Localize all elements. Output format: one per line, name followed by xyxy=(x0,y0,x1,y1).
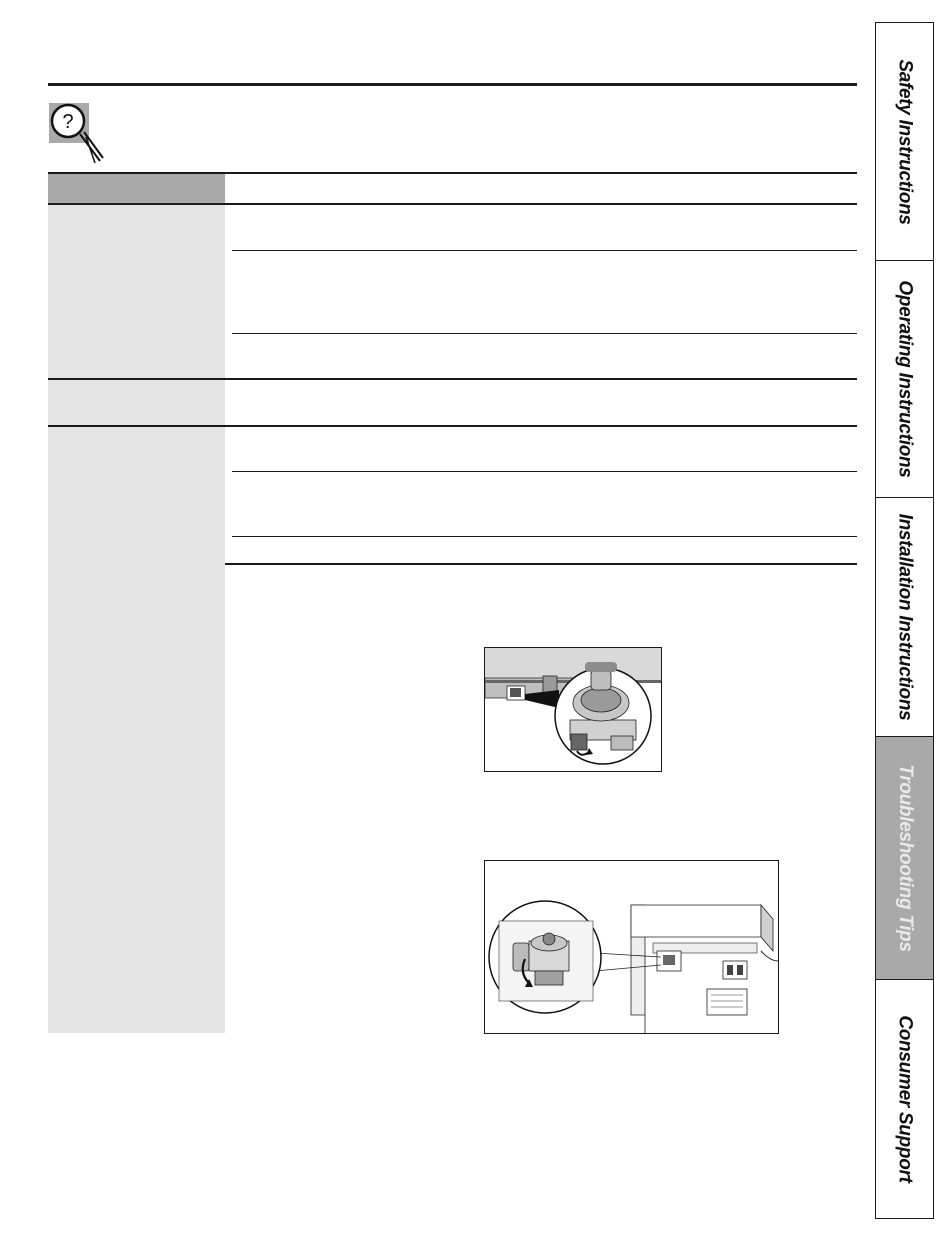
problem-cell xyxy=(48,427,225,563)
tab-consumer-support[interactable] xyxy=(876,980,933,1218)
cause-entry xyxy=(232,334,857,378)
cause-cell xyxy=(232,380,857,425)
table-row xyxy=(48,425,857,563)
cause-cell xyxy=(232,205,857,378)
tab-operating-instructions[interactable] xyxy=(876,261,933,498)
tab-label: Consumer Support xyxy=(894,1015,916,1183)
problem-cell xyxy=(48,380,225,425)
tab-label: Safety Instructions xyxy=(894,58,916,225)
regulator-closeup-illustration xyxy=(484,860,779,1034)
cause-cell xyxy=(232,427,857,563)
svg-text:?: ? xyxy=(62,111,74,133)
cause-entry xyxy=(232,427,857,472)
cause-entry xyxy=(232,251,857,334)
header-left-cell xyxy=(48,174,225,203)
problem-cell xyxy=(48,563,225,1033)
cause-entry xyxy=(232,472,857,537)
troubleshooting-table xyxy=(48,172,857,565)
cause-entry xyxy=(232,537,857,563)
header-right-cell xyxy=(232,174,857,203)
table-row xyxy=(48,203,857,378)
tab-installation-instructions[interactable] xyxy=(876,498,933,737)
gas-valve-closeup-illustration xyxy=(484,647,662,772)
cause-entry xyxy=(232,205,857,251)
problem-cell xyxy=(48,205,225,378)
top-rule xyxy=(48,83,857,86)
tab-label: Installation Instructions xyxy=(894,513,916,721)
question-magnifier-icon xyxy=(48,101,118,165)
tab-troubleshooting-tips[interactable] xyxy=(876,737,933,980)
section-sidebar xyxy=(875,22,934,1219)
tab-label: Troubleshooting Tips xyxy=(894,764,916,952)
table-header-row xyxy=(48,172,857,203)
table-row xyxy=(48,378,857,425)
tab-safety-instructions[interactable] xyxy=(876,23,933,261)
tab-label: Operating Instructions xyxy=(894,280,916,478)
